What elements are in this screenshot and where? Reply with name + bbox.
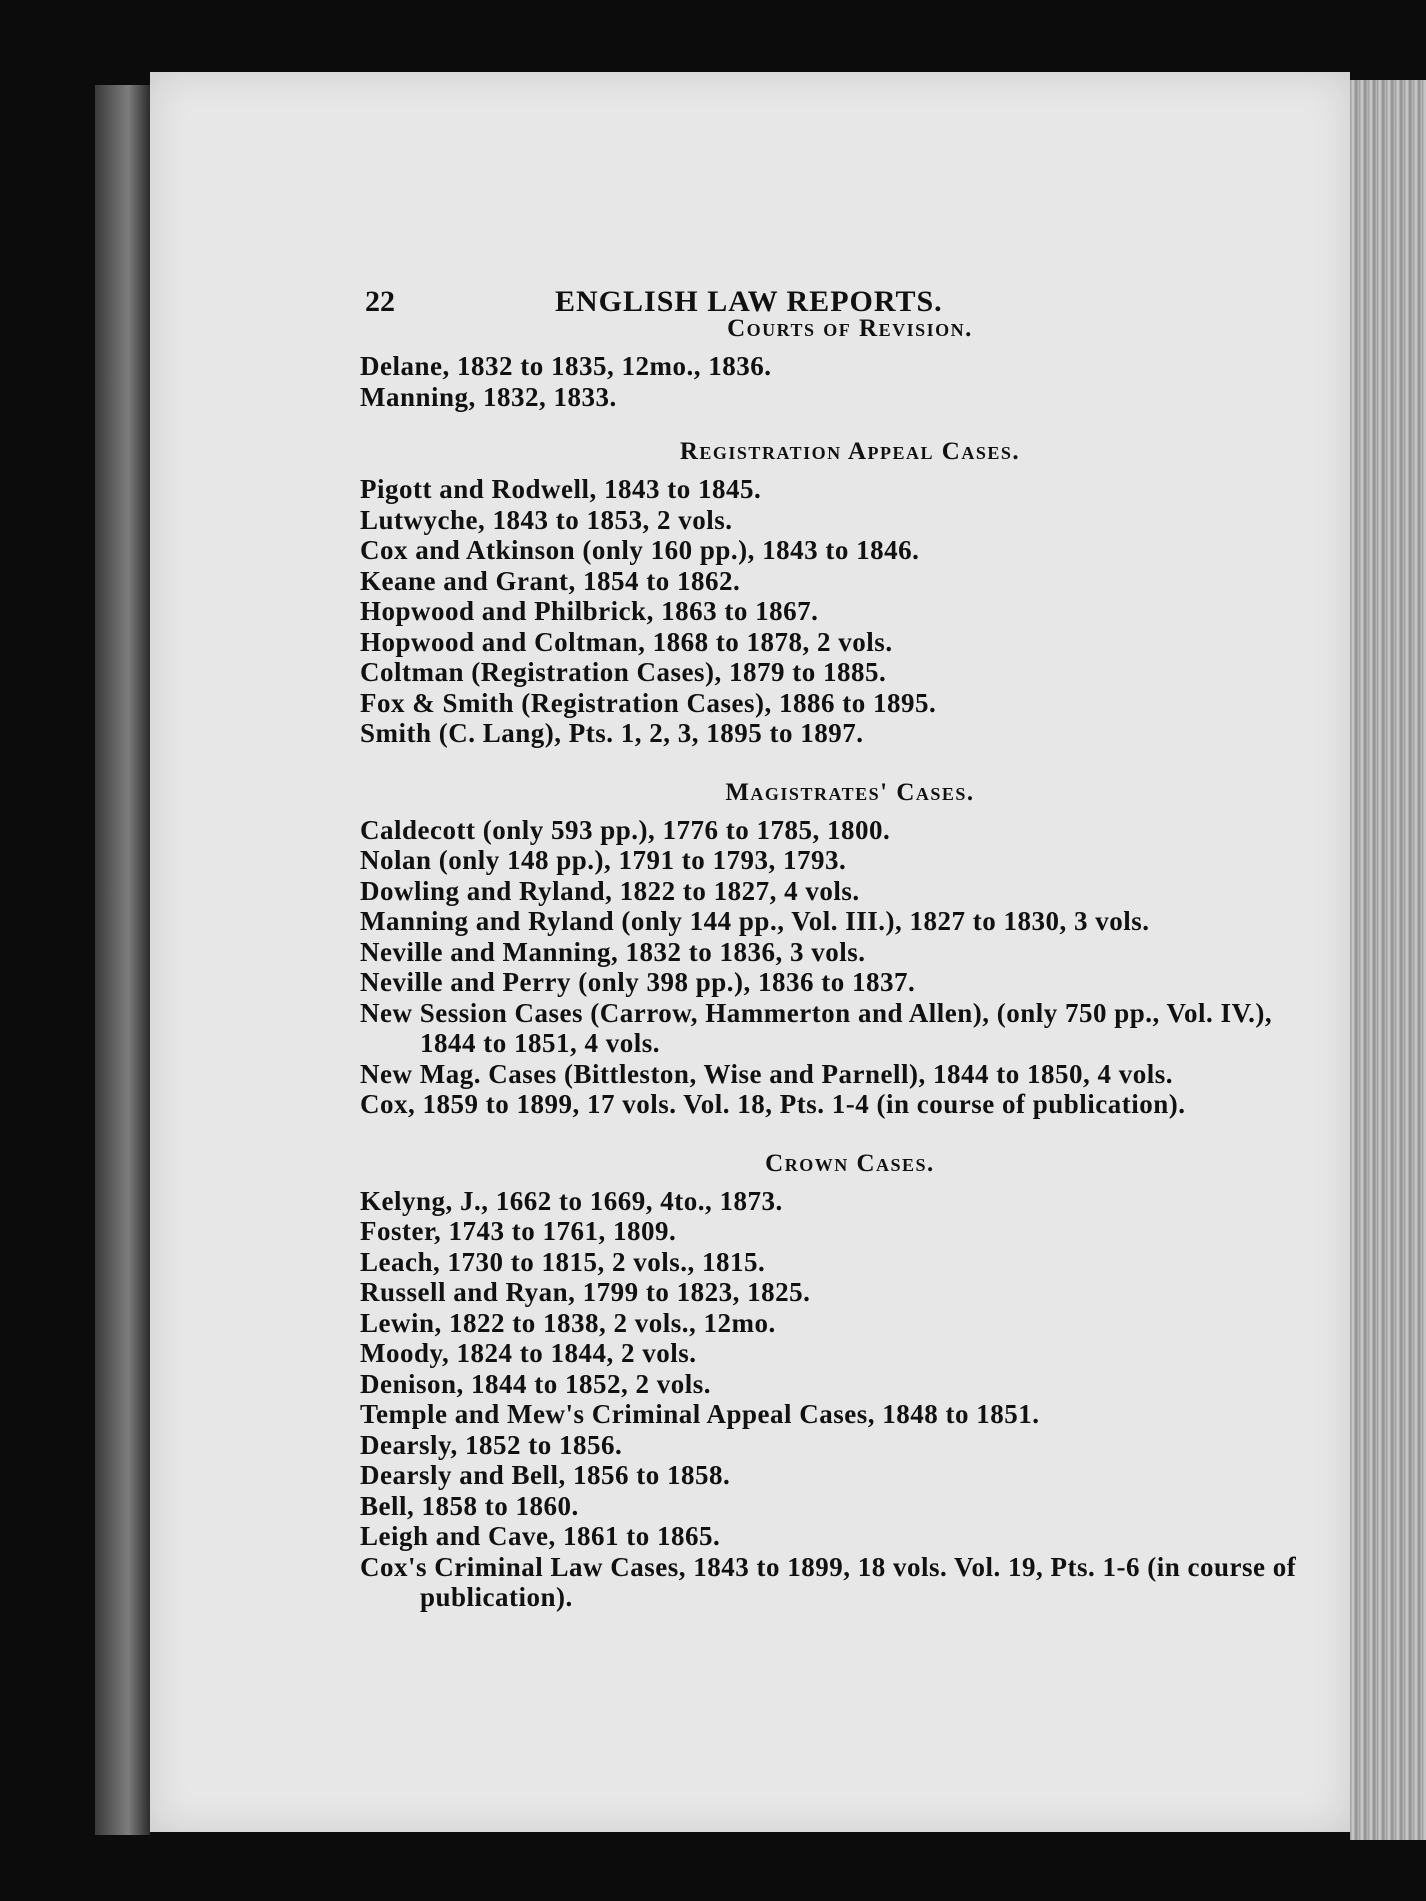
report-entry: New Session Cases (Carrow, Hammerton and Allen), (only 750 pp., Vol. IV.), 1844 to 1851, 4 vols. [360,997,1273,1058]
report-entry: Hopwood and Philbrick, 1863 to 1867. [360,596,819,626]
section [360,315,1310,412]
report-entry: Smith (C. Lang), Pts. 1, 2, 3, 1895 to 1897. [360,718,864,748]
report-entry: Neville and Perry (only 398 pp.), 1836 to 1837. [360,967,916,997]
section [360,779,1310,1120]
report-entry: Temple and Mew's Criminal Appeal Cases, 1848 to 1851. [360,1399,1040,1429]
report-entry: Denison, 1844 to 1852, 2 vols. [360,1368,712,1399]
report-entry: Foster, 1743 to 1761, 1809. [360,1216,677,1246]
report-entry: Dearsly and Bell, 1856 to 1858. [360,1460,731,1490]
section [360,1150,1310,1613]
report-entry: Cox and Atkinson (only 160 pp.), 1843 to 1846. [360,535,920,565]
page-content [360,207,1310,1613]
report-entry: Cox, 1859 to 1899, 17 vols. Vol. 18, Pts. 1-4 (in course of publication). [360,1089,1186,1119]
report-entry: Nolan (only 148 pp.), 1791 to 1793, 1793. [360,845,847,875]
section [360,438,1310,749]
report-entry: Delane, 1832 to 1835, 12mo., 1836. [360,351,772,381]
report-entry: Moody, 1824 to 1844, 2 vols. [360,1338,697,1368]
report-entry: Pigott and Rodwell, 1843 to 1845. [360,474,762,504]
section-title: Registration Appeal Cases. [679,438,1021,465]
report-entry: Fox & Smith (Registration Cases), 1886 to 1895. [360,687,937,718]
page-number: 22 [365,285,395,318]
report-entry: Dearsly, 1852 to 1856. [360,1429,623,1460]
report-entry: Manning, 1832, 1833. [360,381,617,412]
report-entry: New Mag. Cases (Bittleston, Wise and Parnell), 1844 to 1850, 4 vols. [360,1058,1173,1089]
report-entry: Caldecott (only 593 pp.), 1776 to 1785, 1800. [360,814,891,845]
section-title: Crown Cases. [765,1149,935,1177]
section-title: Magistrates' Cases. [725,778,975,806]
sections-container [360,315,1310,1613]
report-entry: Keane and Grant, 1854 to 1862. [360,565,741,596]
entry-list [360,474,1310,749]
report-entry: Leach, 1730 to 1815, 2 vols., 1815. [360,1246,766,1277]
report-entry: Lewin, 1822 to 1838, 2 vols., 12mo. [360,1307,776,1338]
book-page [150,72,1350,1832]
report-entry: Russell and Ryan, 1799 to 1823, 1825. [360,1277,811,1307]
entry-list [360,1186,1310,1613]
running-head [360,207,1310,318]
page-stack-edge [1350,80,1426,1840]
entry-list [360,351,1310,412]
report-entry: Bell, 1858 to 1860. [360,1490,579,1521]
report-entry: Cox's Criminal Law Cases, 1843 to 1899, 18 vols. Vol. 19, Pts. 1-6 (in course of publication). [360,1551,1297,1612]
report-entry: Kelyng, J., 1662 to 1669, 4to., 1873. [360,1185,783,1216]
report-entry: Dowling and Ryland, 1822 to 1827, 4 vols. [360,875,860,906]
report-entry: Leigh and Cave, 1861 to 1865. [360,1521,721,1551]
page-title: ENGLISH LAW REPORTS. [555,285,943,318]
report-entry: Lutwyche, 1843 to 1853, 2 vols. [360,504,733,535]
report-entry: Coltman (Registration Cases), 1879 to 1885. [360,657,887,687]
report-entry: Neville and Manning, 1832 to 1836, 3 vols. [360,936,866,967]
book-spine-edge [95,85,150,1835]
report-entry: Hopwood and Coltman, 1868 to 1878, 2 vols. [360,626,893,657]
section-title: Courts of Revision. [727,315,973,342]
report-entry: Manning and Ryland (only 144 pp., Vol. III.), 1827 to 1830, 3 vols. [360,906,1150,936]
entry-list [360,815,1310,1120]
